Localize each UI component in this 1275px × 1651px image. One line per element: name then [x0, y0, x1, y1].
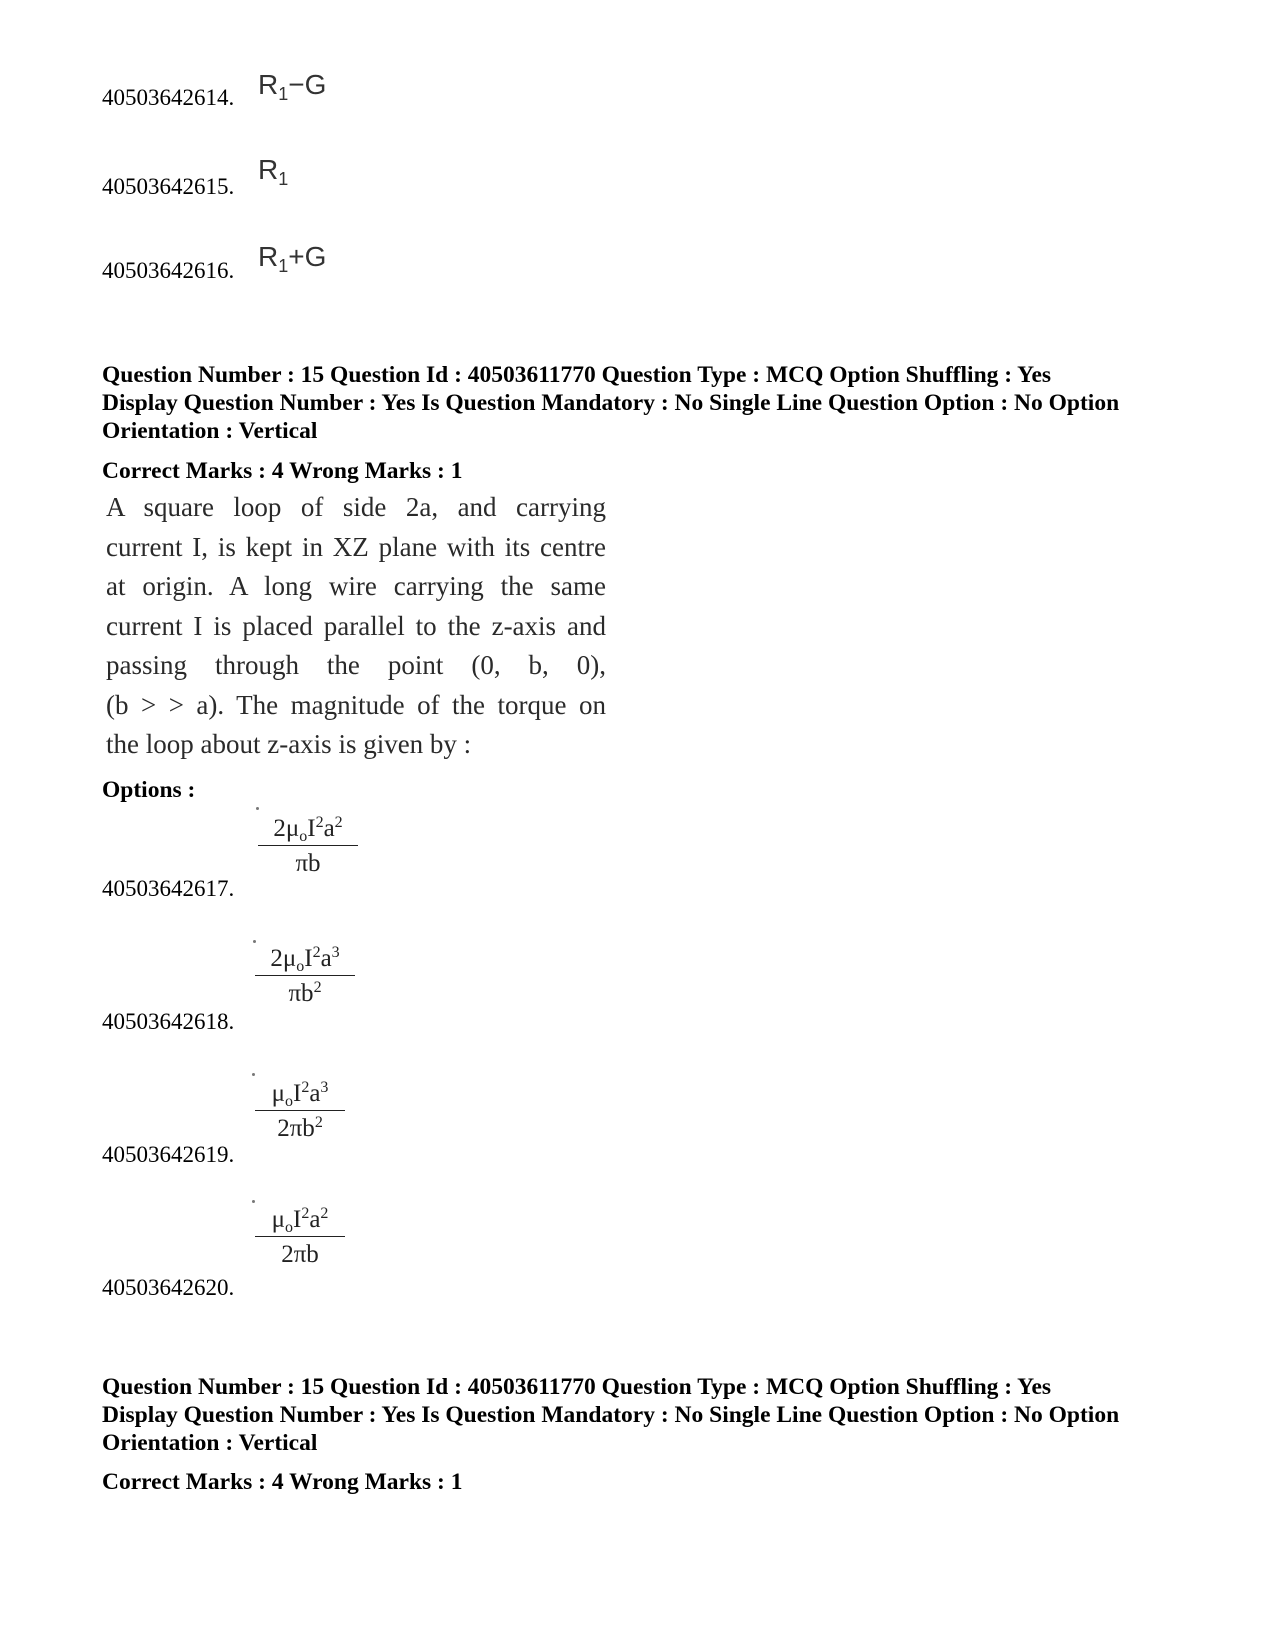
option-id: 40503642617. [102, 876, 235, 901]
option-formula-image [255, 1080, 345, 1143]
question-line: A square loop of side 2a, and carrying [106, 492, 606, 522]
fraction-denominator: 2πb [281, 1241, 319, 1268]
fraction-numerator: $\mu_oI^2a^2$ [271, 1205, 329, 1236]
question-line: at origin. A long wire carrying the same [106, 571, 606, 601]
option-id: 40503642615. [102, 174, 235, 199]
meta-line: Orientation : Vertical [102, 1430, 318, 1456]
fraction-bar [255, 975, 355, 976]
image-artifact-dot [252, 1073, 255, 1076]
option-formula-image [255, 945, 355, 1008]
fraction-bar [258, 845, 358, 846]
image-artifact-dot [256, 807, 259, 810]
option-id: 40503642614. [102, 85, 235, 110]
option-formula-image: $R_1$ [258, 154, 289, 189]
question-text-image [106, 488, 606, 765]
marks-line-repeat: Correct Marks : 4 Wrong Marks : 1 [102, 1469, 463, 1495]
fraction-numerator: $\mu_oI^2a^3$ [271, 1079, 329, 1110]
option-formula-image [258, 815, 358, 878]
marks-line: Correct Marks : 4 Wrong Marks : 1 [102, 458, 463, 484]
question-line: current I is placed parallel to the z-axis and [106, 610, 606, 641]
option-id: 40503642619. [102, 1142, 235, 1167]
option-id: 40503642616. [102, 258, 235, 283]
option-formula-image: $R_1-G$ [258, 69, 327, 104]
question-meta [102, 361, 1212, 445]
fraction-numerator: $2\mu_oI^2a^2$ [273, 814, 343, 845]
question-line: current I, is kept in XZ plane with its centre [106, 531, 606, 562]
fraction-bar [255, 1110, 345, 1111]
image-artifact-dot [253, 940, 256, 943]
meta-line: Display Question Number : Yes Is Question Mandatory : No Single Line Question Option : No Option [102, 390, 1120, 416]
fraction-denominator: $\pi b^2$ [288, 979, 322, 1007]
option-id: 40503642618. [102, 1009, 235, 1034]
fraction-bar [255, 1236, 345, 1237]
meta-line: Question Number : 15 Question Id : 40503611770 Question Type : MCQ Option Shuffling : Yes [102, 362, 1052, 388]
options-label: Options : [102, 777, 196, 803]
fraction-numerator: $2\mu_oI^2a^3$ [270, 944, 340, 975]
meta-line: Orientation : Vertical [102, 418, 318, 444]
option-id: 40503642620. [102, 1275, 235, 1300]
image-artifact-dot [252, 1200, 255, 1203]
option-formula-image [255, 1206, 345, 1269]
fraction-denominator: πb [295, 850, 321, 877]
question-line: the loop about z-axis is given by : [106, 729, 472, 759]
question-line: passing through the point (0, b, 0), [106, 650, 606, 680]
question-meta-repeat [102, 1373, 1212, 1457]
meta-line: Display Question Number : Yes Is Question Mandatory : No Single Line Question Option : No Option [102, 1402, 1120, 1428]
fraction-denominator: $2\pi b^2$ [277, 1114, 323, 1142]
meta-line: Question Number : 15 Question Id : 40503611770 Question Type : MCQ Option Shuffling : Yes [102, 1374, 1052, 1400]
option-formula-image: $R_1+G$ [258, 241, 327, 276]
question-line: (b > > a). The magnitude of the torque on [106, 689, 606, 720]
